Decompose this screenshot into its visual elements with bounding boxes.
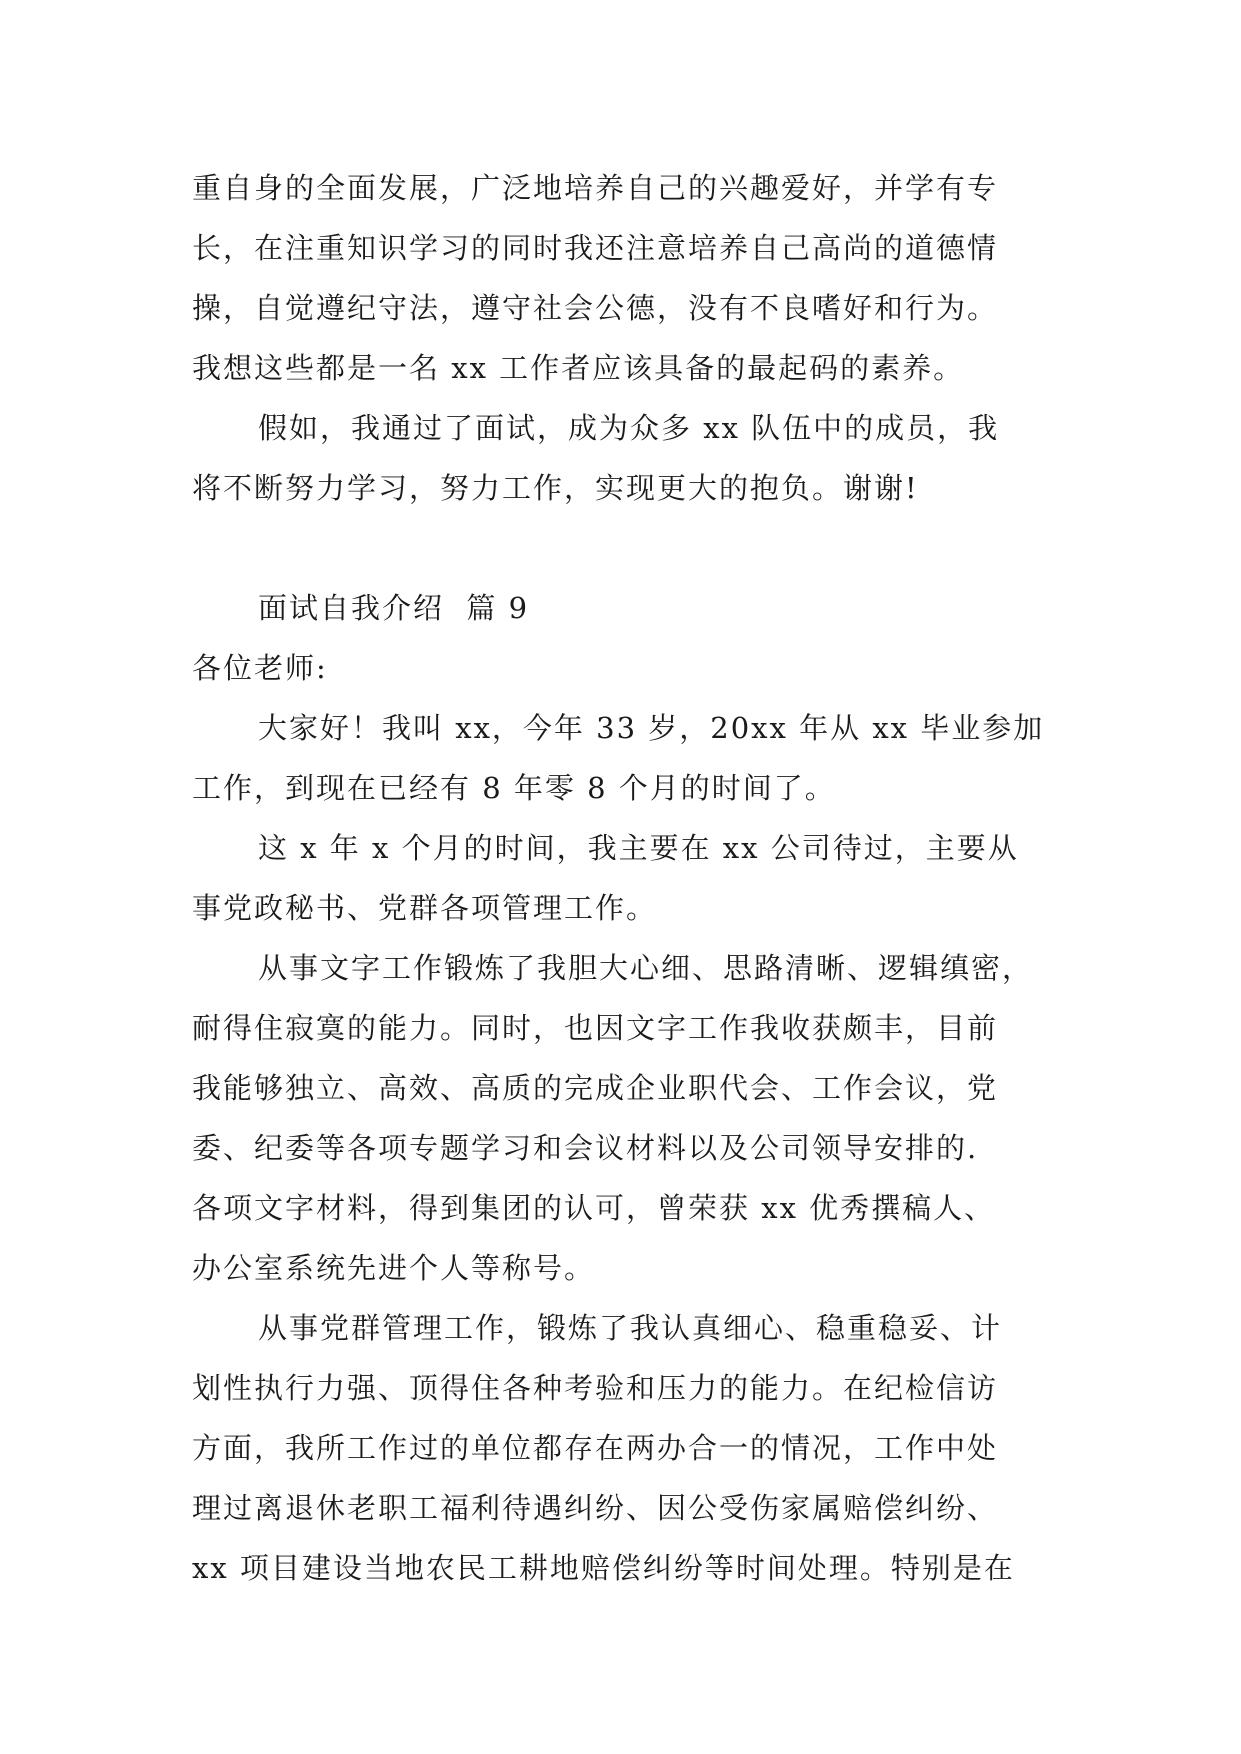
paragraph-line: 方面，我所工作过的单位都存在两办合一的情况，工作中处 <box>192 1431 999 1465</box>
paragraph-line: 我能够独立、高效、高质的完成企业职代会、工作会议，党 <box>192 1071 999 1105</box>
paragraph-line: 各项文字材料，得到集团的认可，曾荣获 xx 优秀撰稿人、 <box>192 1191 996 1225</box>
paragraph-line: 我想这些都是一名 xx 工作者应该具备的最起码的素养。 <box>192 351 965 385</box>
paragraph-line: 从事文字工作锻炼了我胆大心细、思路清晰、逻辑缜密， <box>258 951 1034 985</box>
document-body <box>192 158 1072 1598</box>
paragraph-line: 操，自觉遵纪守法，遵守社会公德，没有不良嗜好和行为。 <box>192 291 999 325</box>
salutation: 各位老师: <box>192 651 328 685</box>
paragraph-line: 长，在注重知识学习的同时我还注意培养自己高尚的道德情 <box>192 231 999 265</box>
paragraph-line: 工作，到现在已经有 8 年零 8 个月的时间了。 <box>192 771 836 805</box>
paragraph-line: 从事党群管理工作，锻炼了我认真细心、稳重稳妥、计 <box>258 1311 1003 1345</box>
paragraph-line: 耐得住寂寞的能力。同时，也因文字工作我收获颇丰，目前 <box>192 1011 999 1045</box>
section-spacer <box>192 518 1072 578</box>
paragraph-line: 这 x 年 x 个月的时间，我主要在 xx 公司待过，主要从 <box>258 831 1019 865</box>
paragraph-line: 办公室系统先进个人等称号。 <box>192 1251 596 1285</box>
paragraph-line: 事党政秘书、党群各项管理工作。 <box>192 891 658 925</box>
paragraph-line: 将不断努力学习，努力工作，实现更大的抱负。谢谢! <box>192 471 919 505</box>
section-heading: 面试自我介绍 篇 9 <box>258 591 530 625</box>
paragraph-line: 理过离退休老职工福利待遇纠纷、因公受伤家属赔偿纠纷、 <box>192 1491 999 1525</box>
paragraph-line: 划性执行力强、顶得住各种考验和压力的能力。在纪检信访 <box>192 1371 999 1405</box>
paragraph-line: 重自身的全面发展，广泛地培养自己的兴趣爱好，并学有专 <box>192 171 999 205</box>
paragraph-line: xx 项目建设当地农民工耕地赔偿纠纷等时间处理。特别是在 <box>192 1551 1015 1585</box>
paragraph-line: 大家好！我叫 xx，今年 33 岁，20xx 年从 xx 毕业参加 <box>258 711 1045 745</box>
paragraph-line: 委、纪委等各项专题学习和会议材料以及公司领导安排的. <box>192 1131 979 1165</box>
paragraph-line: 假如，我通过了面试，成为众多 xx 队伍中的成员，我 <box>258 411 1000 445</box>
